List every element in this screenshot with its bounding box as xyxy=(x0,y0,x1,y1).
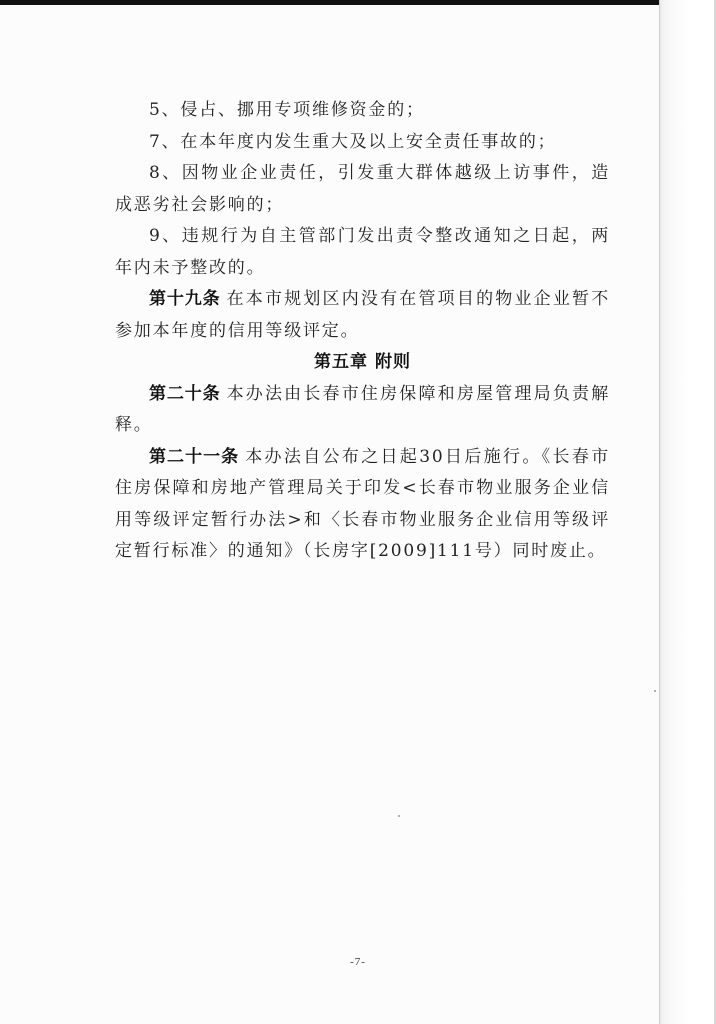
article-19-label: 第十九条 xyxy=(149,289,221,309)
item-7: 7、在本年度内发生重大及以上安全责任事故的； xyxy=(149,131,557,152)
article-21-text: 本办法自公布之日起30日后施行。《长春市住房保障和房地产管理局关于印发<长春市物业服务企业信用等级评定暂行办法>和〈长春市物业服务企业信用等级评定暂行标准〉的通知》（长房字[2009]111号）同时废止。 xyxy=(115,446,610,561)
scan-speck xyxy=(398,815,400,817)
item-8: 8、因物业企业责任，引发重大群体越级上访事件，造成恶劣社会影响的； xyxy=(115,163,610,215)
document-body xyxy=(115,95,610,568)
item-5: 5、侵占、挪用专项维修资金的； xyxy=(149,100,425,120)
item-9: 9、违规行为自主管部门发出责令整改通知之日起，两年内未予整改的。 xyxy=(115,226,610,278)
article-19 xyxy=(115,284,610,347)
scan-right-margin xyxy=(659,0,716,1024)
article-19-text: 在本市规划区内没有在管项目的物业企业暂不参加本年度的信用等级评定。 xyxy=(115,289,611,341)
scan-top-border xyxy=(0,0,716,5)
article-20 xyxy=(115,379,610,442)
scan-speck xyxy=(654,690,656,692)
article-21-label: 第二十一条 xyxy=(149,446,240,467)
article-21 xyxy=(115,442,610,568)
article-20-text: 本办法由长春市住房保障和房屋管理局负责解释。 xyxy=(115,383,611,435)
article-20-label: 第二十条 xyxy=(149,383,221,404)
chapter-5-title: 第五章 附则 xyxy=(314,352,411,372)
page-number: -7- xyxy=(350,956,366,968)
